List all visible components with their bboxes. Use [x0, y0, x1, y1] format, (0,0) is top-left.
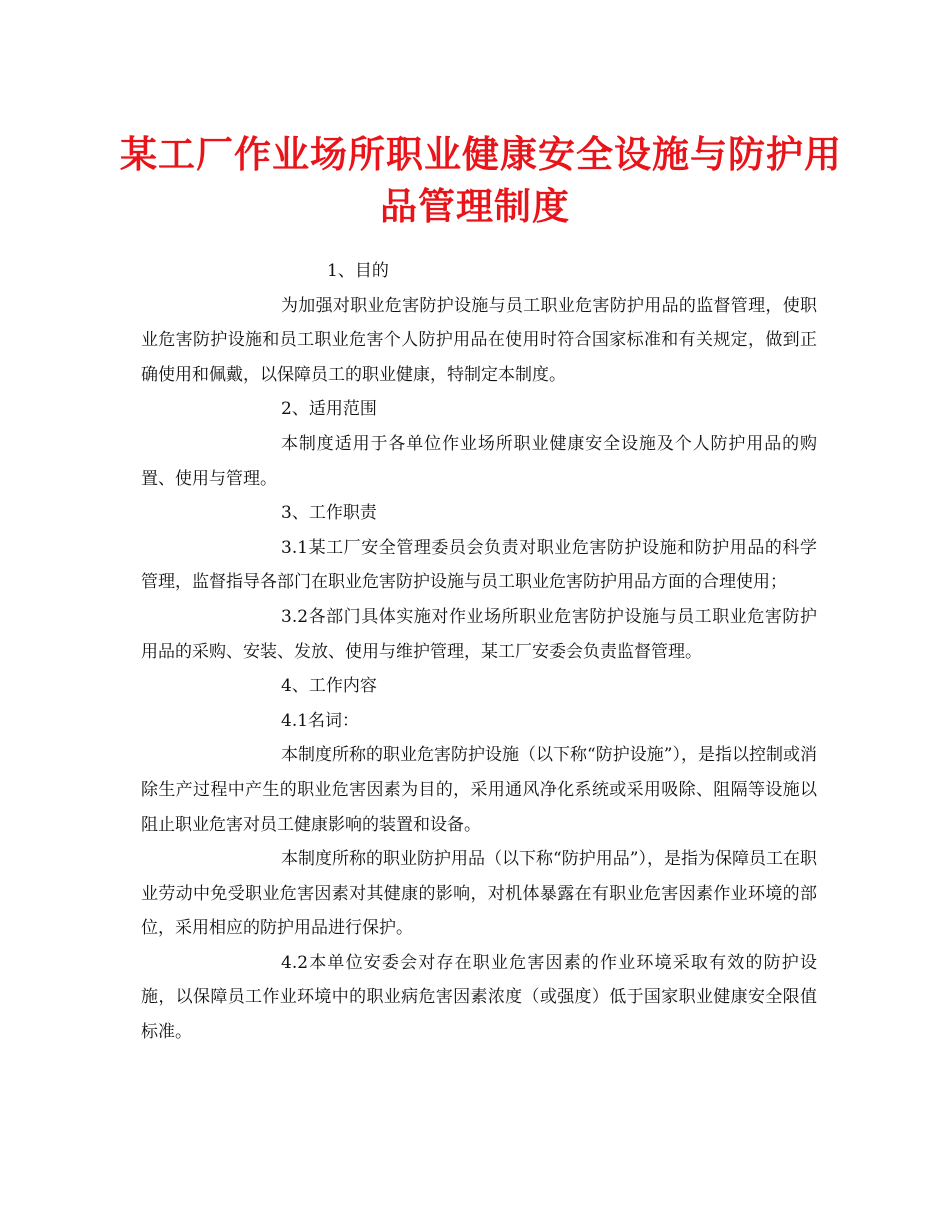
document-title-line-2: 品管理制度: [380, 184, 570, 228]
section-heading-scope: 2、适用范围: [281, 399, 377, 420]
paragraph-scope: 本制度适用于各单位作业场所职业健康安全设施及个人防护用品的购置、使用与管理。: [141, 433, 817, 489]
paragraph-4-2: 4.2本单位安委会对存在职业危害因素的作业环境采取有效的防护设施，以保障员工作业环境中的职业病危害因素浓度（或强度）低于国家职业健康安全限值标准。: [141, 952, 817, 1043]
document-title-line-1: 某工厂作业场所职业健康安全设施与防护用: [120, 132, 842, 176]
paragraph-definition-facilities: 本制度所称的职业危害防护设施（以下称“防护设施”），是指以控制或消除生产过程中产生的职业危害因素为目的，采用通风净化系统或采用吸除、阻隔等设施以阻止职业危害对员工健康影响的装置和设备。: [141, 745, 817, 835]
section-heading-work-content: 4、工作内容: [281, 676, 377, 697]
paragraph-responsibility-3-2: 3.2各部门具体实施对作业场所职业危害防护设施与员工职业危害防护用品的采购、安装、发放、使用与维护管理，某工厂安委会负责监督管理。: [141, 606, 817, 662]
document-body: [141, 254, 817, 1050]
paragraph-purpose: 为加强对职业危害防护设施与员工职业危害防护用品的监督管理，使职业危害防护设施和员工职业危害个人防护用品在使用时符合国家标准和有关规定，做到正确使用和佩戴，以保障员工的职业健康，特制定本制度。: [141, 295, 817, 385]
section-heading-responsibilities: 3、工作职责: [281, 503, 377, 524]
section-heading-purpose: 1、目的: [327, 261, 389, 281]
subsection-heading-terms: 4.1名词：: [281, 710, 360, 731]
document-title: [120, 128, 842, 232]
paragraph-responsibility-3-1: 3.1某工厂安全管理委员会负责对职业危害防护设施和防护用品的科学管理，监督指导各部门在职业危害防护设施与员工职业危害防护用品方面的合理使用；: [141, 537, 817, 593]
paragraph-definition-equipment: 本制度所称的职业防护用品（以下称“防护用品”），是指为保障员工在职业劳动中免受职业危害因素对其健康的影响，对机体暴露在有职业危害因素作业环境的部位，采用相应的防护用品进行保护。: [141, 849, 817, 939]
